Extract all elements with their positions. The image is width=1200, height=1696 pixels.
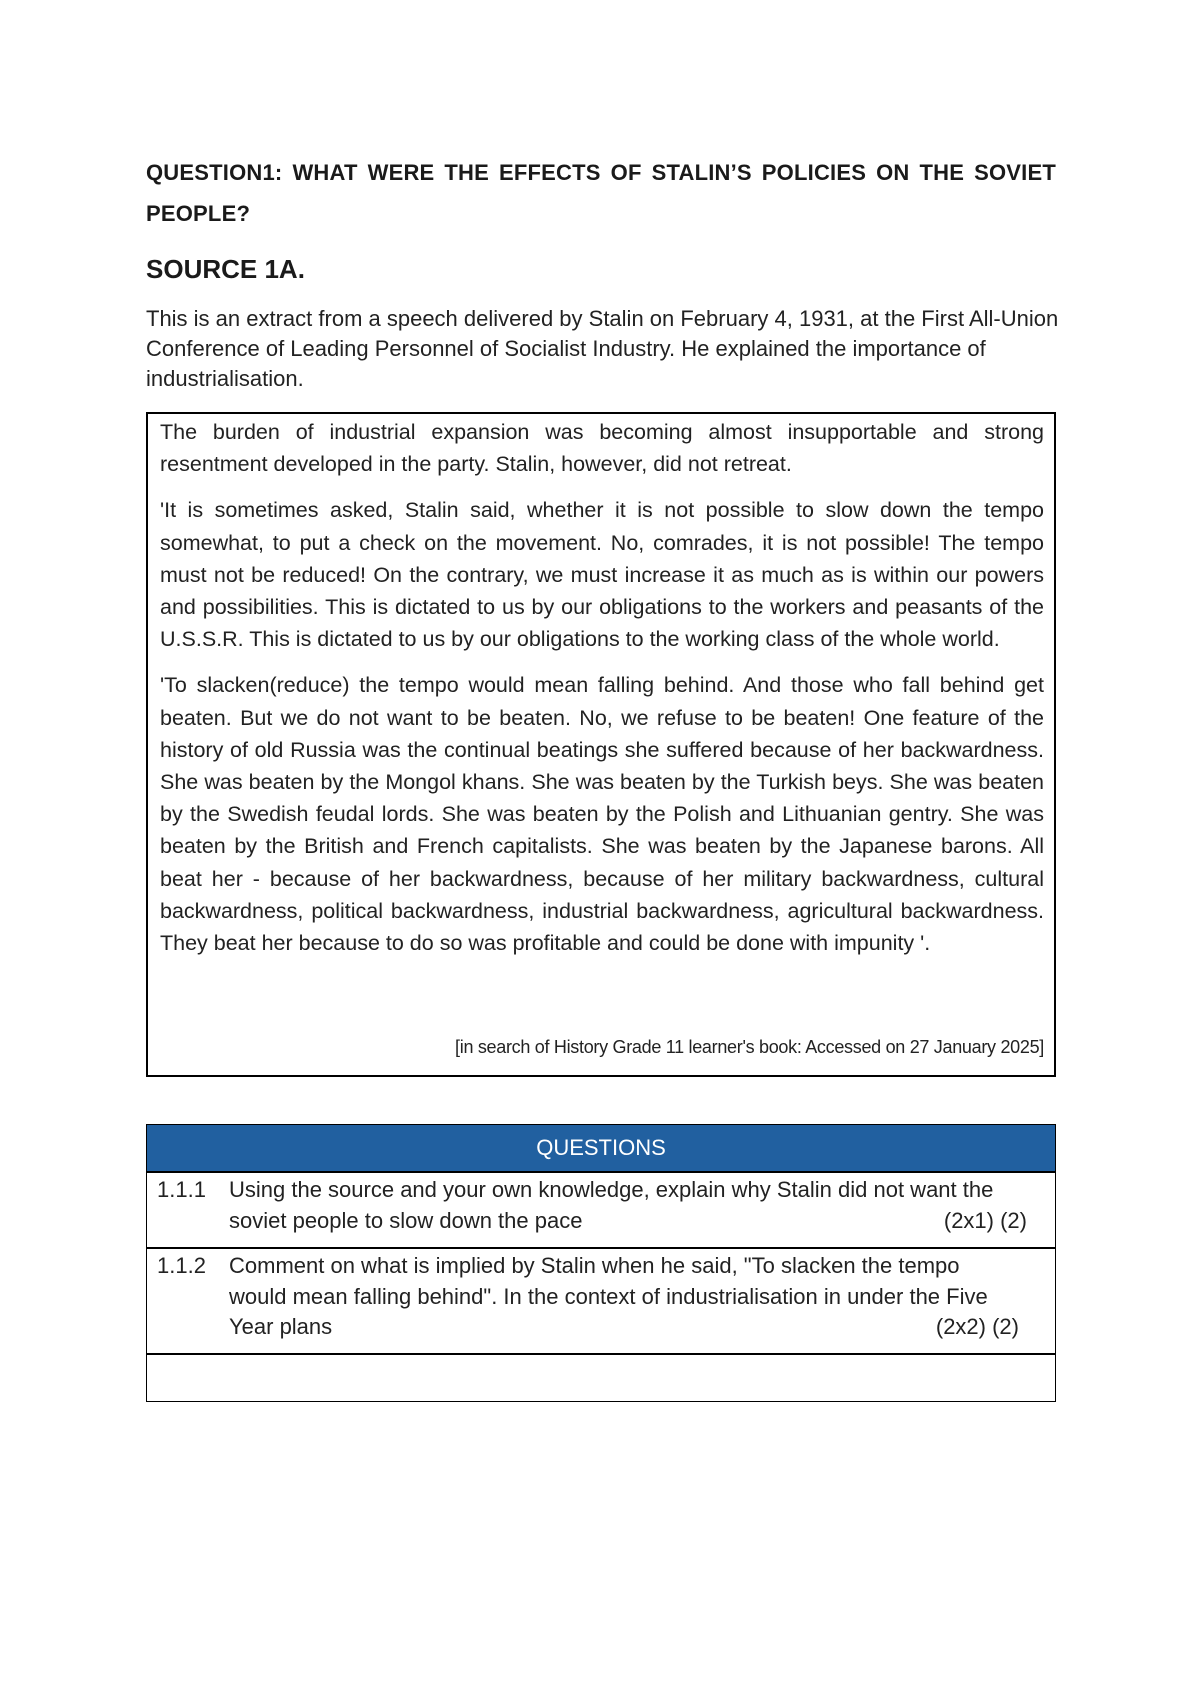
question-row — [147, 1248, 1056, 1354]
source-paragraph: 'To slacken(reduce) the tempo would mean falling behind. And those who fall behind get beaten. But we do not want to be beaten. No, we refuse to be beaten! One feature of the history of old Russia was the continual beatings she suffered because of her backwardness. She was beaten by the Mongol khans. She was beaten by the Turkish beys. She was beaten by the Swedish feudal lords. She was beaten by the Polish and Lithuanian gentry. She was beaten by the British and French capitalists. She was beaten by the Japanese barons. All beat her - because of her backwardness, because of her military backwardness, cultural backwardness, political backwardness, industrial backwardness, agricultural backwardness. They beat her because to do so was profitable and could be done with impunity '. — [160, 673, 1044, 956]
question-text: Using the source and your own knowledge, explain why Stalin did not want the soviet people to slow down the pace — [229, 1177, 994, 1233]
question-row — [147, 1172, 1056, 1248]
question-text: Comment on what is implied by Stalin when he said, "To slacken the tempo would mean falling behind". In the context of industrialisation in under the Five Year plans — [229, 1253, 988, 1339]
source-extract-box — [146, 412, 1056, 1077]
questions-table — [146, 1124, 1056, 1402]
source-heading: SOURCE 1A. — [146, 254, 305, 284]
question-marks: (2x2) (2) — [935, 1314, 1019, 1339]
source-intro: This is an extract from a speech delivered by Stalin on February 4, 1931, at the First All-Union Conference of Leading Personnel of Socialist Industry. He explained the importance of industrialisation. — [146, 306, 1059, 391]
source-citation: [in search of History Grade 11 learner's book: Accessed on 27 January 2025] — [455, 1037, 1044, 1057]
empty-answer-row — [147, 1354, 1056, 1402]
source-paragraph: The burden of industrial expansion was becoming almost insupportable and strong resentment developed in the party. Stalin, however, did not retreat. — [160, 420, 1044, 477]
question-number: 1.1.2 — [157, 1253, 206, 1278]
questions-header: QUESTIONS — [147, 1125, 1056, 1173]
question-title: QUESTION1: WHAT WERE THE EFFECTS OF STALIN’S POLICIES ON THE SOVIET PEOPLE? — [146, 160, 1056, 226]
source-paragraph: 'It is sometimes asked, Stalin said, whether it is not possible to slow down the tempo somewhat, to put a check on the movement. No, comrades, it is not possible! The tempo must not be reduced! On the contrary, we must increase it as much as is within our powers and possibilities. This is dictated to us by our obligations to the workers and peasants of the U.S.S.R. This is dictated to us by our obligations to the working class of the whole world. — [160, 498, 1044, 652]
question-marks: (2x1) (2) — [943, 1207, 1027, 1233]
question-number: 1.1.1 — [157, 1177, 206, 1202]
